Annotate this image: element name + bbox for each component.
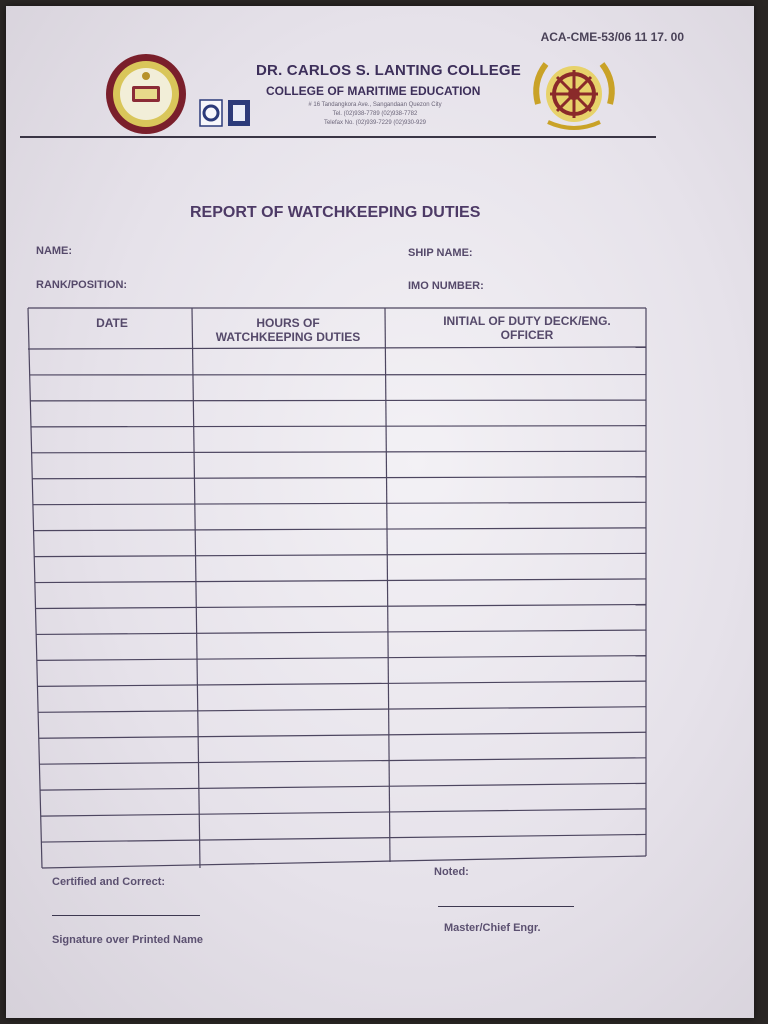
imo-number-label: IMO NUMBER: — [408, 280, 484, 292]
master-label: Master/Chief Engr. — [444, 922, 541, 934]
table-row-line — [41, 809, 646, 816]
table-row-line — [30, 400, 646, 401]
signature-label: Signature over Printed Name — [52, 934, 203, 946]
column-header-hours — [196, 316, 380, 344]
signature-line — [52, 915, 200, 916]
rank-label: RANK/POSITION: — [36, 279, 128, 291]
table-row-line — [31, 426, 646, 427]
noted-label: Noted: — [434, 866, 469, 878]
table-row-line — [34, 553, 646, 556]
table-row-line — [37, 656, 646, 661]
table-left-border — [28, 308, 42, 868]
college-subtitle: COLLEGE OF MARITIME EDUCATION — [266, 84, 481, 98]
table-row-line — [39, 758, 646, 764]
master-signature-line — [438, 906, 574, 907]
document-code: ACA-CME-53/06 11 17. 00 — [540, 30, 684, 44]
column-header-initial-line1: INITIAL OF DUTY DECK/ENG. — [443, 314, 611, 328]
column-header-initial-line2: OFFICER — [500, 328, 554, 342]
college-telefax: Telefax No. (02)939-7229 (02)930-929 — [323, 120, 427, 126]
table-row-line — [33, 502, 646, 504]
table-bottom-border — [42, 856, 646, 868]
column-header-initial — [402, 314, 652, 342]
table-row-line — [41, 834, 646, 842]
table-row-line — [32, 451, 646, 453]
form-title: REPORT OF WATCHKEEPING DUTIES — [190, 204, 481, 221]
college-name: DR. CARLOS S. LANTING COLLEGE — [256, 62, 521, 79]
column-header-hours-line2: WATCHKEEPING DUTIES — [215, 330, 361, 344]
name-label: NAME: — [36, 245, 73, 257]
table-row-line — [36, 605, 646, 609]
table-row-line — [32, 477, 646, 479]
college-telephone: Tel. (02)938-7789 (02)938-7782 — [332, 111, 418, 117]
table-column-divider — [192, 308, 200, 868]
table-row-line — [39, 732, 646, 738]
table-row-line — [36, 630, 646, 634]
table-row-line — [38, 707, 646, 713]
table-header-divider — [28, 347, 646, 349]
table-row-line — [37, 681, 646, 686]
table-row-line — [35, 579, 646, 583]
column-header-hours-line1: HOURS OF — [256, 316, 320, 330]
ship-name-label: SHIP NAME: — [408, 247, 473, 259]
certified-label: Certified and Correct: — [52, 876, 166, 888]
table-row-line — [40, 783, 646, 790]
college-address: # 16 Tandangkora Ave., Sangandaan Quezon City — [308, 102, 442, 108]
table-row-line — [34, 528, 646, 531]
column-header-date: DATE — [96, 316, 128, 330]
table-column-divider — [385, 308, 390, 862]
